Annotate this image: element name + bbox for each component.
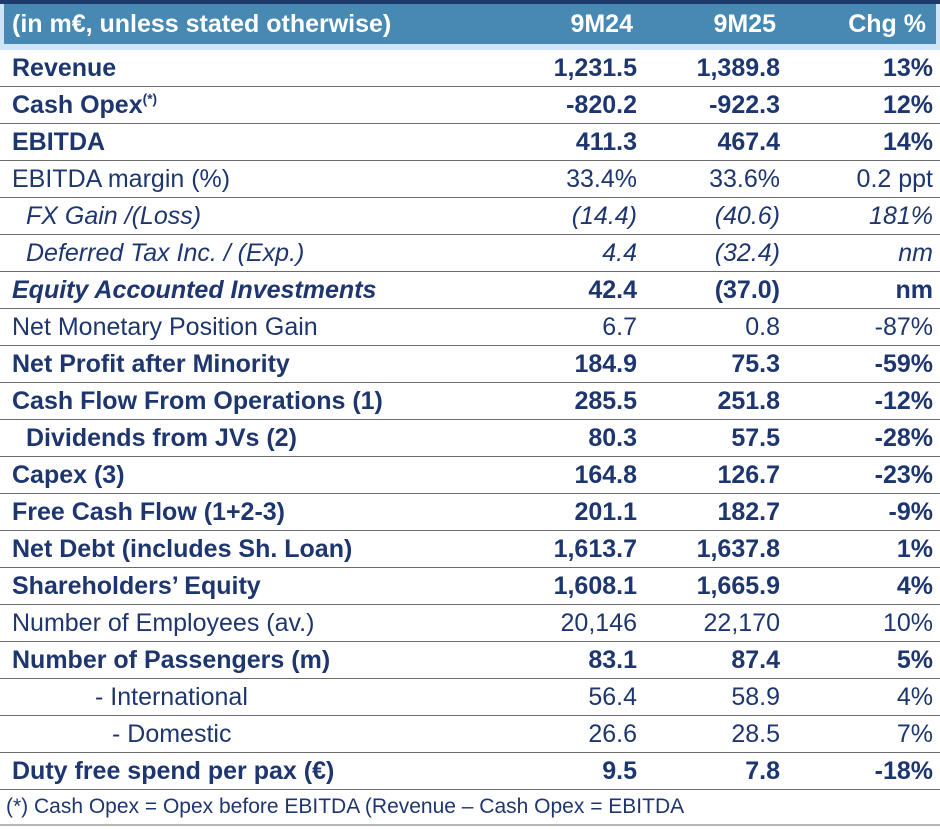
table-row (0, 87, 940, 124)
header-units-label: (in m€, unless stated otherwise) (12, 9, 392, 38)
row-label: Net Profit after Minority (12, 349, 290, 378)
row-value-v1: 26.6 (588, 719, 637, 748)
table-row (0, 124, 940, 161)
row-label: Cash Flow From Operations (1) (12, 386, 383, 415)
row-value-v1: 6.7 (602, 312, 637, 341)
row-value-chg: -23% (874, 460, 933, 489)
table-row (0, 531, 940, 568)
row-value-chg: 0.2 ppt (856, 164, 933, 193)
row-label: Free Cash Flow (1+2-3) (12, 497, 285, 526)
header-col-9m25: 9M25 (713, 9, 776, 38)
row-label: Revenue (12, 53, 117, 82)
row-value-v2: 28.5 (731, 719, 780, 748)
row-value-v2: 126.7 (717, 460, 780, 489)
table-row (0, 457, 940, 494)
row-value-v2: 33.6% (709, 164, 780, 193)
row-value-v1: 4.4 (602, 238, 637, 267)
header-col-9m24: 9M24 (570, 9, 633, 38)
row-label: Duty free spend per pax (€) (12, 756, 335, 785)
row-value-chg: 4% (896, 682, 933, 711)
row-label: Net Monetary Position Gain (12, 312, 318, 341)
row-value-chg: 14% (882, 127, 933, 156)
row-value-v2: (37.0) (714, 275, 780, 304)
row-value-v2: (32.4) (714, 238, 780, 267)
header-col-chg: Chg % (848, 9, 926, 38)
table-row (0, 346, 940, 383)
row-value-chg: nm (895, 275, 933, 304)
table-row (0, 716, 940, 753)
row-label: EBITDA margin (%) (12, 164, 231, 193)
row-value-v1: 184.9 (574, 349, 637, 378)
row-value-v2: (40.6) (714, 201, 780, 230)
row-value-v1: 1,608.1 (553, 571, 637, 600)
row-value-v2: 87.4 (731, 645, 780, 674)
table-header-row (0, 4, 940, 44)
row-value-v2: 1,665.9 (696, 571, 780, 600)
table-row (0, 753, 940, 790)
table-body (0, 50, 940, 790)
row-label: Net Debt (includes Sh. Loan) (12, 534, 353, 563)
row-value-chg: 181% (869, 201, 933, 230)
row-value-v1: 20,146 (560, 608, 637, 637)
row-value-v2: 58.9 (731, 682, 780, 711)
row-value-chg: 4% (896, 571, 933, 600)
row-value-v1: (14.4) (571, 201, 637, 230)
row-value-v2: 467.4 (717, 127, 780, 156)
row-value-chg: -18% (874, 756, 933, 785)
row-value-v2: 1,389.8 (696, 53, 780, 82)
table-row (0, 198, 940, 235)
row-label: Number of Passengers (m) (12, 645, 331, 674)
table-row (0, 161, 940, 198)
row-value-chg: -9% (888, 497, 933, 526)
table-row (0, 679, 940, 716)
row-value-v1: 411.3 (575, 127, 637, 156)
table-row (0, 309, 940, 346)
row-label: FX Gain /(Loss) (26, 201, 202, 230)
footnote: (*) Cash Opex = Opex before EBITDA (Revenue – Cash Opex = EBITDA (0, 790, 940, 826)
row-value-v1: 164.8 (574, 460, 637, 489)
row-label: - International (95, 682, 248, 711)
row-value-v1: 80.3 (588, 423, 637, 452)
row-label: Equity Accounted Investments (12, 275, 377, 304)
row-value-v1: 42.4 (588, 275, 637, 304)
row-label: EBITDA (12, 127, 106, 156)
row-label: Deferred Tax Inc. / (Exp.) (26, 238, 305, 267)
table-row (0, 383, 940, 420)
row-value-chg: -59% (874, 349, 933, 378)
footnote-marker: (*) (142, 91, 158, 107)
table-row (0, 235, 940, 272)
row-value-chg: -28% (874, 423, 933, 452)
table-row (0, 605, 940, 642)
table-row (0, 568, 940, 605)
row-value-v2: 251.8 (717, 386, 780, 415)
row-value-v2: 1,637.8 (696, 534, 780, 563)
row-value-v1: 1,613.7 (553, 534, 637, 563)
row-value-v1: 285.5 (574, 386, 637, 415)
row-value-chg: 1% (896, 534, 933, 563)
row-value-v1: 1,231.5 (553, 53, 637, 82)
table-row (0, 642, 940, 679)
row-value-chg: 12% (882, 90, 933, 119)
row-value-chg: 10% (882, 608, 933, 637)
table-row (0, 494, 940, 531)
row-label: Capex (3) (12, 460, 125, 489)
row-label: Shareholders’ Equity (12, 571, 261, 600)
row-value-chg: 5% (896, 645, 933, 674)
row-value-chg: 13% (882, 53, 933, 82)
row-label: - Domestic (112, 719, 232, 748)
row-value-v2: 57.5 (731, 423, 780, 452)
row-value-chg: -87% (874, 312, 933, 341)
row-value-v2: 22,170 (703, 608, 780, 637)
row-label: Number of Employees (av.) (12, 608, 315, 637)
row-label: Cash Opex(*) (12, 90, 158, 119)
row-value-v2: 7.8 (745, 756, 780, 785)
row-value-chg: -12% (874, 386, 933, 415)
row-value-v2: -922.3 (709, 90, 780, 119)
row-value-v1: 83.1 (588, 645, 637, 674)
table-row (0, 50, 940, 87)
row-value-v1: 33.4% (566, 164, 637, 193)
row-value-v1: 201.1 (574, 497, 637, 526)
row-value-v1: 56.4 (588, 682, 637, 711)
row-value-chg: nm (898, 238, 933, 267)
row-value-v1: -820.2 (566, 90, 637, 119)
table-row (0, 272, 940, 309)
table-row (0, 420, 940, 457)
row-value-v1: 9.5 (602, 756, 637, 785)
row-label: Dividends from JVs (2) (26, 423, 297, 452)
row-value-v2: 0.8 (745, 312, 780, 341)
row-value-v2: 182.7 (717, 497, 780, 526)
row-value-v2: 75.3 (731, 349, 780, 378)
row-value-chg: 7% (896, 719, 933, 748)
